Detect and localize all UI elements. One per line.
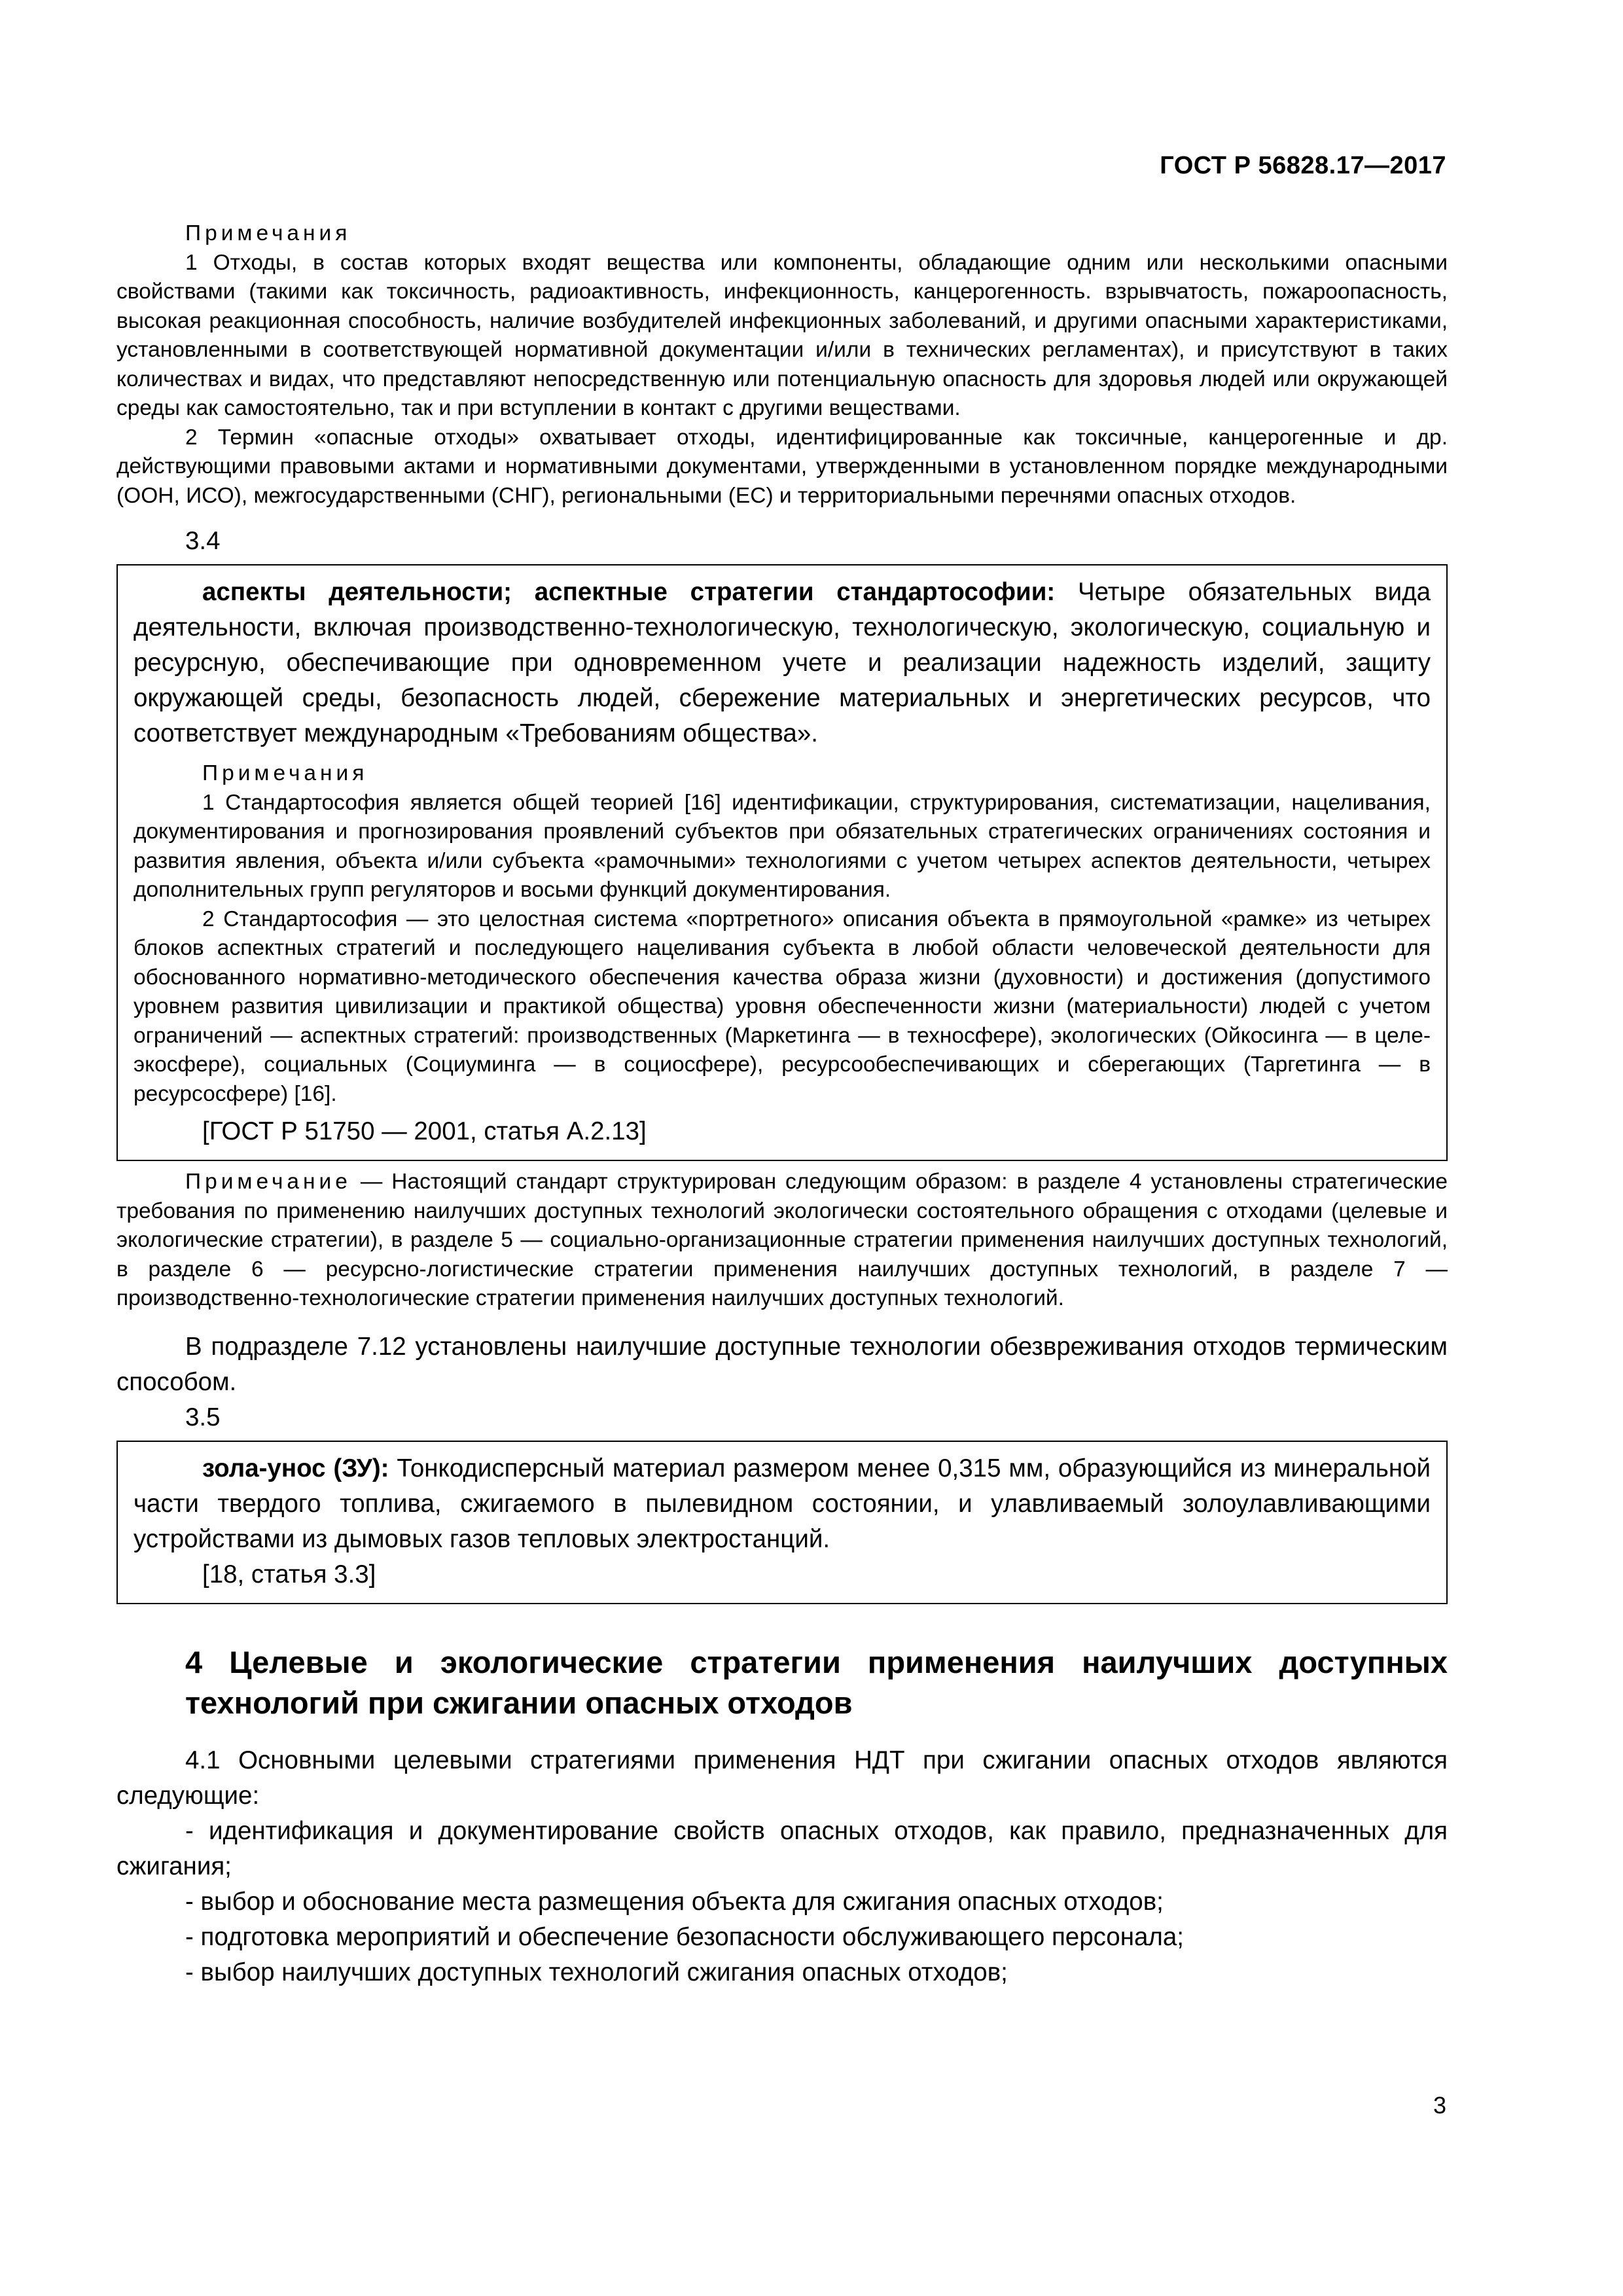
structure-note (116, 1168, 1448, 1314)
section-4-intro: 4.1 Основными целевыми стратегиями применения НДТ при сжигании опасных отходов являются следующие: (116, 1746, 1448, 1810)
term-definition-3-4 (134, 575, 1431, 751)
structure-note-text: — Настоящий стандарт структурирован следующим образом: в разделе 4 установлены стратегические требования по применению наилучших доступных технологий экологически состоятельного обращения с отходами (целевые и экологические стратегии), в разделе 5 — социально-организационные стратегии применения наилучших доступных технологий, в разделе 6 — ресурсно-логистические стратегии применения наилучших доступных технологий, в разделе 7 — производственно-технологические стратегии применения наилучших доступных технологий. (116, 1170, 1448, 1310)
page-number: 3 (1433, 2092, 1446, 2119)
section-4-item: - выбор наилучших доступных технологий сжигания опасных отходов; (185, 1958, 1008, 1986)
document-id: ГОСТ Р 56828.17—2017 (1160, 152, 1446, 179)
section-4-item: - идентификация и документирование свойств опасных отходов, как правило, предназначенных для сжигания; (116, 1816, 1448, 1880)
term-number-3-4: 3.4 (185, 527, 221, 555)
section-4-heading: 4 Целевые и экологические стратегии применения наилучших доступных технологий при сжигании опасных отходов (185, 1644, 1448, 1720)
term-box-3-5 (116, 1441, 1448, 1604)
section-4-item: - подготовка мероприятий и обеспечение безопасности обслуживающего персонала; (185, 1922, 1184, 1951)
note-1: 1 Отходы, в состав которых входят вещества или компоненты, обладающие одним или несколькими опасными свойствами (такими как токсичность, радиоактивность, инфекционность, канцерогенность. взрывчатость, пожароопасность, высокая реакционная способность, наличие возбудителей инфекционных заболеваний, и другими опасными характеристиками, установленными в соответствующей нормативной документации и/или в технических регламентах), и присутствуют в таких количествах и видах, что представляют непосредственную или потенциальную опасность для здоровья людей или окружающей среды как самостоятельно, так и при вступлении в контакт с другими веществами. (116, 250, 1448, 420)
term-definition-3-5 (134, 1451, 1431, 1557)
note-2: 2 Термин «опасные отходы» охватывает отходы, идентифицированные как токсичные, канцерогенные и др. действующими правовыми актами и нормативными документами, утвержденными в установленном порядке международными (ООН, ИСО), межгосударственными (СНГ), региональными (ЕС) и территориальными перечнями опасных отходов. (116, 425, 1448, 508)
term-source-3-5: [18, статья 3.3] (202, 1560, 376, 1588)
page-content (116, 219, 1448, 1990)
term-number-3-5: 3.5 (185, 1403, 221, 1431)
term-note-2-3-4: 2 Стандартософия — это целостная система «портретного» описания объекта в прямоугольной «рамке» из четырех блоков аспектных стратегий и последующего нацеливания субъекта в любой области человеческой деятельности для обоснованного нормативно-методического обеспечения качества образа жизни (духовности) и достижения (допустимого уровнем развития цивилизации и практикой общества) уровня обеспеченности жизни (материальности) людей с учетом ограничений — аспектных стратегий: производственных (Маркетинга — в техносфере), экологических (Ойкосинга — в целе-экосфере), социальных (Социуминга — в социосфере), ресурсообеспечивающих и сберегающих (Таргетинга — в ресурсосфере) [16]. (134, 906, 1431, 1106)
term-text-3-5: Тонкодисперсный материал размером менее 0,315 мм, образующийся из минеральной части твердого топлива, сжигаемого в пылевидном состоянии, и улавливаемый золоулавливающими устройствами из дымовых газов тепловых электростанций. (134, 1454, 1431, 1553)
term-box-3-4 (116, 564, 1448, 1161)
term-text-3-4: Четыре обязательных вида деятельности, включая производственно-технологическую, технологическую, экологическую, социальную и ресурсную, обеспечивающие при одновременном учете и реализации надежность изделий, защиту окружающей среды, безопасность людей, сбережение материальных и энергетических ресурсов, что соответствует международным «Требованиям общества». (134, 578, 1431, 747)
section-4-item: - выбор и обоснование места размещения объекта для сжигания опасных отходов; (185, 1887, 1164, 1916)
term-note-1-3-4: 1 Стандартософия является общей теорией [16] идентификации, структурирования, систематизации, нацеливания, документирования и прогнозирования проявлений субъектов при обязательных стратегических ограничениях состояния и развития явления, объекта и/или субъекта «рамочными» технологиями с учетом четырех аспектов деятельности, четырех дополнительных групп регуляторов и восьми функций документирования. (134, 790, 1431, 902)
notes-label: Примечания (185, 221, 351, 245)
term-source-3-4: [ГОСТ Р 51750 — 2001, статья А.2.13] (202, 1117, 647, 1145)
term-title-3-4: аспекты деятельности; аспектные стратегии стандартософии: (202, 578, 1056, 606)
term-notes-label-3-4: Примечания (202, 761, 368, 785)
subsection-paragraph: В подразделе 7.12 установлены наилучшие доступные технологии обезвреживания отходов термическим способом. (116, 1332, 1448, 1396)
structure-note-label: Примечание (185, 1170, 351, 1194)
term-title-3-5: зола-унос (ЗУ): (202, 1454, 389, 1482)
